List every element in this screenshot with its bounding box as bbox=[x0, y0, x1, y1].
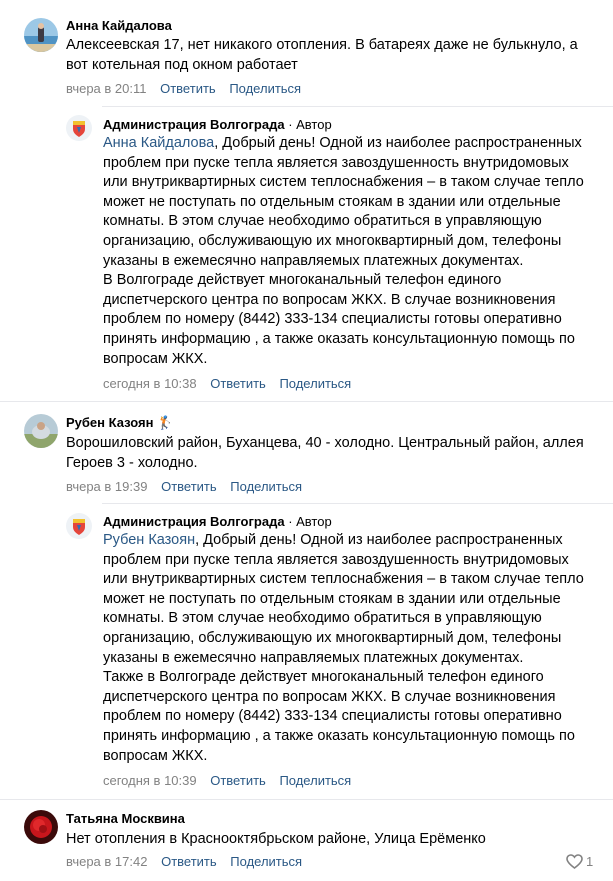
reply-author bbox=[103, 117, 332, 133]
comment-text bbox=[66, 36, 606, 75]
text-line: В Волгограде действует многоканальный телефон единого bbox=[103, 272, 502, 289]
reply-time[interactable]: сегодня в 10:39 bbox=[103, 773, 197, 788]
comment-meta bbox=[66, 81, 301, 97]
text-line: проблем при пуске тепла является завоздушенность внутридомовых bbox=[103, 551, 569, 568]
text-line: может не поступать по отдельным стоякам в здании или отдельные bbox=[103, 193, 561, 210]
text-line: организацию, обслуживающую их многоквартирный дом, телефоны bbox=[103, 629, 562, 646]
share-button[interactable]: Поделиться bbox=[230, 479, 303, 494]
author-badge: · Автор bbox=[288, 117, 332, 132]
mention-link[interactable]: Рубен Казоян bbox=[103, 532, 196, 548]
reply-button[interactable]: Ответить bbox=[160, 81, 216, 96]
avatar-ruben[interactable] bbox=[24, 414, 58, 448]
text-line bbox=[103, 531, 608, 551]
author-badge: · Автор bbox=[288, 514, 332, 529]
author-emoji: 🏌 bbox=[157, 415, 174, 430]
text-line: Нет отопления в Краснооктябрьском районе, Улица Ерёменко bbox=[66, 831, 486, 847]
text-line: проблем по номеру (8442) 333-134 специалисты готовы оперативно bbox=[103, 311, 562, 328]
like-button[interactable] bbox=[566, 853, 606, 871]
text-line: проблем по номеру (8442) 333-134 специалисты готовы оперативно bbox=[103, 708, 562, 725]
divider bbox=[0, 401, 613, 402]
text-line: принять информацию , а также оказать консультационную помощь по bbox=[103, 727, 575, 744]
reply-author-name[interactable]: Администрация Волгограда bbox=[103, 117, 285, 132]
text-line: комнаты. В этом случае необходимо обратиться в управляющую bbox=[103, 213, 542, 230]
text-line: Ворошиловский район, Буханцева, 40 - холодно. Центральный район, аллея bbox=[66, 435, 584, 451]
text-line: Также в Волгограде действует многоканальный телефон единого bbox=[103, 669, 544, 686]
reply-meta bbox=[103, 376, 351, 392]
share-button[interactable]: Поделиться bbox=[230, 854, 303, 869]
avatar-anna[interactable] bbox=[24, 18, 58, 52]
reply-meta bbox=[103, 773, 351, 789]
avatar-tatyana[interactable] bbox=[24, 810, 58, 844]
text-line: вопросам ЖКХ. bbox=[103, 350, 208, 367]
share-button[interactable]: Поделиться bbox=[279, 376, 352, 391]
text-line: или внутриквартирных систем теплоснабжения – в таком случае тепло bbox=[103, 174, 584, 191]
comment-text bbox=[66, 434, 606, 473]
comment-time[interactable]: вчера в 17:42 bbox=[66, 854, 148, 869]
text-line: вот котельная под окном работает bbox=[66, 56, 298, 73]
text-line: принять информацию , а также оказать консультационную помощь по bbox=[103, 330, 575, 347]
avatar-administration[interactable] bbox=[66, 513, 92, 539]
comment-author bbox=[66, 415, 173, 431]
reply-button[interactable]: Ответить bbox=[161, 854, 217, 869]
text-line: Алексеевская 17, нет никакого отопления. В батареях даже не булькнуло, а bbox=[66, 37, 578, 53]
reply-button[interactable]: Ответить bbox=[161, 479, 217, 494]
reply-text bbox=[103, 134, 608, 369]
text-line: комнаты. В этом случае необходимо обратиться в управляющую bbox=[103, 610, 542, 627]
comment-time[interactable]: вчера в 19:39 bbox=[66, 479, 148, 494]
comment-author[interactable]: Анна Кайдалова bbox=[66, 18, 172, 33]
avatar-administration[interactable] bbox=[66, 115, 92, 141]
comment-meta bbox=[66, 479, 302, 495]
text-line: указаны в ежемесячно направляемых платежных документах. bbox=[103, 252, 524, 269]
reply-author bbox=[103, 514, 332, 530]
text-line: или внутриквартирных систем теплоснабжения – в таком случае тепло bbox=[103, 571, 584, 588]
text-line: указаны в ежемесячно направляемых платежных документах. bbox=[103, 649, 524, 666]
coat-of-arms-icon bbox=[66, 115, 92, 141]
text-line: может не поступать по отдельным стоякам в здании или отдельные bbox=[103, 590, 561, 607]
text-segment: , Добрый день! Одной из наиболее распространенных bbox=[195, 532, 563, 548]
reply-button[interactable]: Ответить bbox=[210, 773, 266, 788]
comment-author-name[interactable]: Рубен Казоян bbox=[66, 415, 154, 430]
text-segment: , Добрый день! Одной из наиболее распространенных bbox=[214, 135, 582, 151]
comment-time[interactable]: вчера в 20:11 bbox=[66, 81, 147, 96]
divider bbox=[102, 106, 613, 107]
reply-author-name[interactable]: Администрация Волгограда bbox=[103, 514, 285, 529]
text-line: диспетчерского центра по вопросам ЖКХ. В случае возникновения bbox=[103, 291, 556, 308]
like-count: 1 bbox=[586, 854, 594, 869]
reply-text bbox=[103, 531, 608, 766]
text-line: Героев 3 - холодно. bbox=[66, 454, 198, 471]
divider bbox=[102, 503, 613, 504]
text-line: диспетчерского центра по вопросам ЖКХ. В случае возникновения bbox=[103, 688, 556, 705]
divider bbox=[0, 799, 613, 800]
text-line: организацию, обслуживающую их многоквартирный дом, телефоны bbox=[103, 232, 562, 249]
comment-author[interactable]: Татьяна Москвина bbox=[66, 811, 185, 826]
reply-button[interactable]: Ответить bbox=[210, 376, 266, 391]
share-button[interactable]: Поделиться bbox=[229, 81, 302, 96]
heart-icon bbox=[566, 854, 583, 869]
text-line: вопросам ЖКХ. bbox=[103, 747, 208, 764]
comment-text bbox=[66, 830, 606, 850]
text-line: проблем при пуске тепла является завоздушенность внутридомовых bbox=[103, 154, 569, 171]
coat-of-arms-icon bbox=[66, 513, 92, 539]
text-line bbox=[103, 134, 608, 154]
mention-link[interactable]: Анна Кайдалова bbox=[103, 135, 215, 151]
comment-meta bbox=[66, 854, 302, 870]
reply-time[interactable]: сегодня в 10:38 bbox=[103, 376, 197, 391]
share-button[interactable]: Поделиться bbox=[279, 773, 352, 788]
